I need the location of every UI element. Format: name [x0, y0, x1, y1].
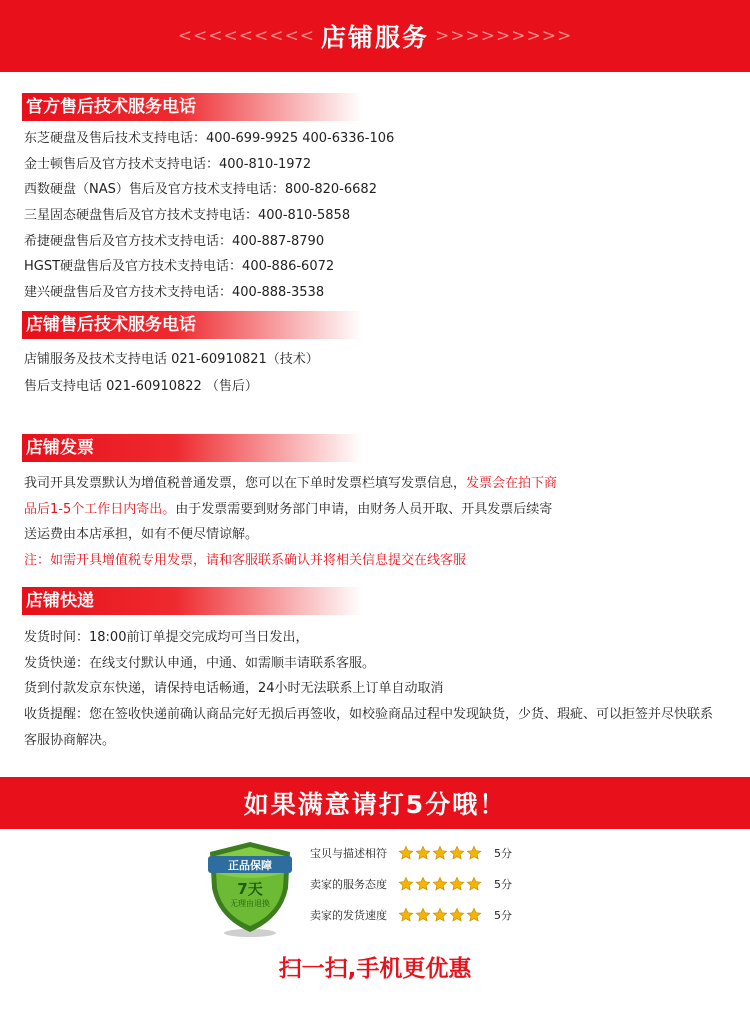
rating-label: 卖家的发货速度 [310, 909, 387, 922]
star-icon [398, 907, 414, 923]
right-arrows: >>>>>>>>> [435, 26, 573, 46]
section-heading-official: 官方售后技术服务电话 [22, 93, 362, 121]
official-line: 东芝硬盘及售后技术支持电话：400-699-9925 400-6336-106 [24, 131, 395, 146]
rating-banner-text: 如果满意请打5分哦！ [243, 790, 507, 819]
official-line: HGST硬盘售后及官方技术支持电话：400-886-6072 [24, 259, 335, 274]
star-icon [466, 845, 482, 861]
rating-banner [0, 777, 750, 829]
section-heading-store: 店铺售后技术服务电话 [22, 311, 362, 339]
star-icon [415, 907, 431, 923]
invoice-text: 由于发票需要到财务部门申请，由财务人员开取、开具发票后续寄 [175, 502, 553, 517]
invoice-note: 注：如需开具增值税专用发票，请和客服联系确认并将相关信息提交在线客服 [24, 553, 467, 568]
left-arrows: <<<<<<<<< [177, 26, 315, 46]
official-line: 金士顿售后及官方技术支持电话：400-810-1972 [24, 157, 312, 172]
quality-guarantee-shield-icon [200, 838, 300, 938]
rating-score: 5分 [494, 909, 512, 922]
shipping-line: 发货快递：在线支付默认申通，中通、如需顺丰请联系客服。 [24, 656, 376, 671]
rating-row-description [310, 843, 512, 863]
star-icon [449, 876, 465, 892]
rating-label: 卖家的服务态度 [310, 878, 387, 891]
star-group [398, 907, 490, 923]
invoice-line-2 [24, 498, 552, 517]
official-line: 希捷硬盘售后及官方技术支持电话：400-887-8790 [24, 234, 325, 249]
star-icon [449, 845, 465, 861]
star-group [398, 845, 490, 861]
badge-days-text: 7天 [237, 880, 263, 898]
section-heading-shipping: 店铺快递 [22, 587, 362, 615]
badge-top-text: 正品保障 [228, 859, 272, 872]
star-icon [432, 876, 448, 892]
star-icon [432, 845, 448, 861]
rating-score: 5分 [494, 878, 512, 891]
store-line: 店铺服务及技术支持电话 021-60910821（技术） [24, 352, 319, 367]
page-title: 店铺服务 [320, 23, 429, 52]
rating-score: 5分 [494, 847, 512, 860]
store-line: 售后支持电话 021-60910822 （售后） [24, 379, 258, 394]
scan-promo-text: 扫一扫,手机更优惠 [278, 956, 472, 982]
star-icon [415, 845, 431, 861]
shipping-line: 货到付款发京东快递，请保持电话畅通，24小时无法联系上订单自动取消 [24, 681, 444, 696]
invoice-line-1 [24, 472, 557, 491]
badge-sub-text: 无理由退换 [230, 899, 270, 908]
official-line: 建兴硬盘售后及官方技术支持电话：400-888-3538 [24, 285, 325, 300]
invoice-highlight: 品后1-5个工作日内寄出。 [24, 502, 176, 517]
shipping-line: 收货提醒：您在签收快递前确认商品完好无损后再签收，如校验商品过程中发现缺货，少货、瑕疵、可以拒签并尽快联系 [24, 707, 714, 722]
rating-label: 宝贝与描述相符 [310, 847, 387, 860]
invoice-highlight: 发票会在拍下商 [466, 476, 558, 491]
star-icon [415, 876, 431, 892]
star-icon [449, 907, 465, 923]
shipping-line: 客服协商解决。 [24, 733, 116, 748]
invoice-text: 我司开具发票默认为增值税普通发票，您可以在下单时发票栏填写发票信息， [24, 476, 467, 491]
rating-row-service [310, 874, 512, 894]
top-banner [0, 0, 750, 72]
invoice-line-3: 送运费由本店承担，如有不便尽情谅解。 [24, 527, 259, 542]
shipping-line: 发货时间：18:00前订单提交完成均可当日发出， [24, 630, 309, 645]
star-icon [466, 876, 482, 892]
star-icon [398, 876, 414, 892]
official-line: 三星固态硬盘售后及官方技术支持电话：400-810-5858 [24, 208, 351, 223]
section-heading-invoice: 店铺发票 [22, 434, 362, 462]
official-line: 西数硬盘（NAS）售后及官方技术支持电话：800-820-6682 [24, 182, 377, 197]
star-icon [398, 845, 414, 861]
star-group [398, 876, 490, 892]
star-icon [432, 907, 448, 923]
star-icon [466, 907, 482, 923]
rating-row-shipping [310, 905, 512, 925]
